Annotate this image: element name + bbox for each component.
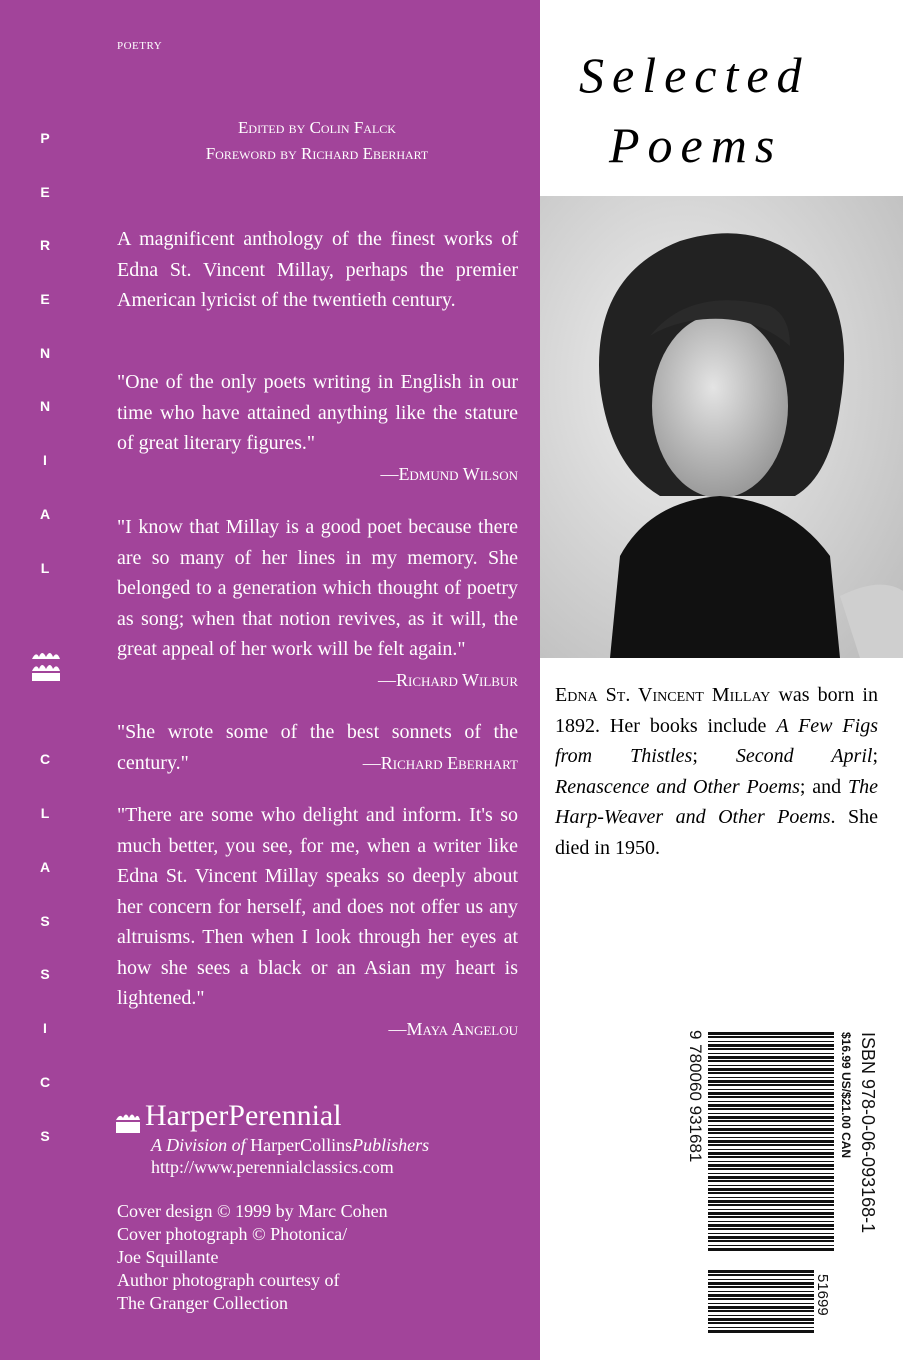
barcode-bar — [708, 1048, 834, 1050]
barcode-bar — [708, 1197, 834, 1198]
barcode-bar — [708, 1168, 834, 1170]
isbn-text: ISBN 978-0-06-093168-1 — [858, 1032, 878, 1234]
barcode-bar — [708, 1200, 834, 1203]
barcode-bar — [708, 1104, 834, 1107]
barcode-bar — [708, 1318, 814, 1321]
barcode-bar — [708, 1306, 814, 1309]
barcode-bar — [708, 1274, 814, 1276]
barcode-bar — [708, 1221, 834, 1222]
barcode-bar — [708, 1248, 834, 1251]
barcode-bar — [708, 1270, 814, 1273]
barcode-bar — [708, 1240, 834, 1242]
quote-author: —Maya Angelou — [388, 1018, 518, 1039]
spine-letter: E — [40, 184, 50, 200]
barcode-bar — [708, 1327, 814, 1328]
spine-letter: N — [39, 345, 51, 361]
barcode-bar — [708, 1322, 814, 1324]
credit-line: Cover design © 1999 by Marc Cohen — [117, 1201, 388, 1221]
publisher-name — [115, 1098, 515, 1134]
barcode-bar — [708, 1161, 834, 1162]
publisher-url[interactable]: http://www.perennialclassics.com — [151, 1157, 394, 1177]
barcode-bar — [708, 1116, 834, 1119]
credit-line: The Granger Collection — [117, 1293, 288, 1313]
barcode-bar — [708, 1164, 834, 1167]
spine-letter: R — [39, 237, 51, 253]
book-title-ref: Second April — [735, 745, 873, 767]
barcode-bar — [708, 1140, 834, 1143]
quote-block — [117, 367, 518, 489]
barcode-bar — [708, 1096, 834, 1098]
publisher-block — [115, 1098, 515, 1178]
division-suffix: Publishers — [352, 1135, 430, 1155]
barcode-bar — [708, 1298, 814, 1300]
spine-letter: C — [39, 1074, 51, 1090]
barcode-bar — [708, 1279, 814, 1280]
book-description: A magnificent anthology of the finest works of Edna St. Vincent Millay, perhaps the premier American lyricist of the twentieth century. — [117, 228, 518, 311]
spine-letter: A — [39, 859, 51, 875]
bio-text: . She died in 1950. — [555, 806, 879, 859]
spine-letter: S — [40, 1128, 50, 1144]
barcode-number: 9 780060 931681 — [686, 1030, 705, 1163]
title-line-2: Poems — [609, 117, 783, 173]
barcode-bar — [708, 1056, 834, 1059]
spine-letter: I — [43, 1020, 47, 1036]
quote-text: "One of the only poets writing in English in our time who have attained anything like the stature of great literary figures." — [117, 371, 518, 454]
foreword-by: Foreword by Richard Eberhart — [205, 144, 429, 163]
harper-fire-logo-icon — [30, 645, 62, 683]
barcode-bar — [708, 1209, 834, 1210]
barcode-bar — [708, 1041, 834, 1042]
barcode-bar — [708, 1173, 834, 1174]
barcode-bar — [708, 1120, 834, 1122]
quote-text: "There are some who delight and inform. It's so much better, you see, for me, when a writer like Edna St. Vincent Millay speaks so deeply about her concern for herself, and does not offer us any altruisms. Then when I look through her eyes at how she sees a black or an Asian my heart is lightened." — [117, 804, 518, 1009]
author-photograph — [540, 196, 903, 658]
barcode-bar — [708, 1101, 834, 1102]
bio-separator: ; — [692, 745, 736, 767]
spine-letter: L — [40, 805, 50, 821]
barcode-bar — [708, 1228, 834, 1230]
barcode-bar — [708, 1132, 834, 1134]
barcode — [688, 1022, 878, 1340]
division-prefix: A Division of — [151, 1135, 246, 1155]
book-title-ref: Renascence and Other Poems — [555, 775, 800, 798]
barcode-bar — [708, 1286, 814, 1288]
spine-letter: A — [39, 506, 51, 522]
addon-number: 51699 — [814, 1274, 831, 1316]
barcode-bar — [708, 1092, 834, 1095]
spine-letter: N — [39, 398, 51, 414]
credit-line: Joe Squillante — [117, 1247, 219, 1267]
barcode-bar — [708, 1236, 834, 1239]
spine-letter: C — [39, 751, 51, 767]
publisher-division — [115, 1134, 515, 1156]
editor-credits — [117, 115, 517, 167]
barcode-bar — [708, 1137, 834, 1138]
division-name: HarperCollins — [250, 1135, 353, 1155]
barcode-bar — [708, 1089, 834, 1090]
barcode-bar — [708, 1152, 834, 1155]
barcode-bar — [708, 1303, 814, 1304]
publisher-name-text: HarperPerennial — [145, 1099, 342, 1132]
quote-author: —Richard Eberhart — [362, 752, 518, 773]
barcode-bar — [708, 1032, 834, 1035]
barcode-bar — [708, 1224, 834, 1227]
author-bio — [555, 680, 878, 863]
book-title — [565, 40, 885, 180]
barcode-bar — [708, 1216, 834, 1218]
barcode-bar — [708, 1185, 834, 1186]
barcode-bar — [708, 1188, 834, 1191]
barcode-bar — [708, 1036, 834, 1038]
harper-fire-logo-icon — [115, 1110, 141, 1134]
barcode-bar — [708, 1180, 834, 1182]
barcode-bar — [708, 1212, 834, 1215]
barcode-area — [688, 1022, 878, 1340]
spine-letter: E — [40, 291, 50, 307]
price-text: $16.99 US/$21.00 CAN — [839, 1032, 853, 1159]
barcode-bar — [708, 1176, 834, 1179]
barcode-bar — [708, 1044, 834, 1047]
spine-letter: P — [40, 130, 50, 146]
barcode-bar — [708, 1315, 814, 1316]
barcode-bar — [708, 1310, 814, 1312]
barcode-bar — [708, 1077, 834, 1078]
quote-author: —Edmund Wilson — [380, 463, 518, 484]
credit-line: Author photograph courtesy of — [117, 1270, 340, 1290]
barcode-bar — [708, 1080, 834, 1083]
barcode-bar — [708, 1294, 814, 1297]
title-line-1: Selected — [579, 47, 810, 103]
barcode-bar — [708, 1108, 834, 1110]
barcode-bar — [708, 1330, 814, 1333]
spine-letter: L — [40, 560, 50, 576]
barcode-bar — [708, 1291, 814, 1292]
barcode-bar — [708, 1245, 834, 1246]
credit-line: Cover photograph © Photonica/ — [117, 1224, 348, 1244]
bio-separator: ; and — [799, 775, 848, 798]
bio-separator: ; — [872, 745, 879, 767]
book-title-ref: The Harp-Weaver and Other Poems — [555, 775, 878, 828]
barcode-bar — [708, 1149, 834, 1150]
barcode-bar — [708, 1068, 834, 1071]
quote-block — [117, 512, 518, 695]
barcode-bar — [708, 1128, 834, 1131]
barcode-bar — [708, 1192, 834, 1194]
quote-text: "She wrote some of the best sonnets of the century." — [117, 721, 518, 774]
edited-by: Edited by Colin Falck — [238, 118, 396, 137]
quote-block — [117, 717, 518, 778]
book-title-ref: A Few Figs from Thistles — [555, 714, 878, 767]
spine-letter: S — [40, 966, 50, 982]
barcode-bar — [708, 1204, 834, 1206]
barcode-bar — [708, 1144, 834, 1146]
barcode-bar — [708, 1053, 834, 1054]
category-label: POETRY — [117, 40, 163, 52]
barcode-bar — [708, 1282, 814, 1285]
barcode-bar — [708, 1084, 834, 1086]
barcode-bar — [708, 1156, 834, 1158]
barcode-bar — [708, 1065, 834, 1066]
spine-letter: I — [43, 452, 47, 468]
barcode-bar — [708, 1072, 834, 1074]
author-name: Edna St. Vincent Millay — [555, 684, 771, 706]
quote-block — [117, 800, 518, 1044]
barcode-bar — [708, 1113, 834, 1114]
quote-author: —Richard Wilbur — [377, 669, 518, 690]
cover-credits — [117, 1200, 477, 1315]
barcode-bar — [708, 1233, 834, 1234]
quote-text: "I know that Millay is a good poet because there are so many of her lines in my memory. She belonged to a generation which thought of poetry as song; when that notion revives, as it will, the great appeal of her work will be felt again." — [117, 516, 518, 660]
spine-letter: S — [40, 913, 50, 929]
barcode-bar — [708, 1060, 834, 1062]
bio-text: was born in 1892. Her books include — [555, 684, 878, 737]
barcode-bar — [708, 1125, 834, 1126]
